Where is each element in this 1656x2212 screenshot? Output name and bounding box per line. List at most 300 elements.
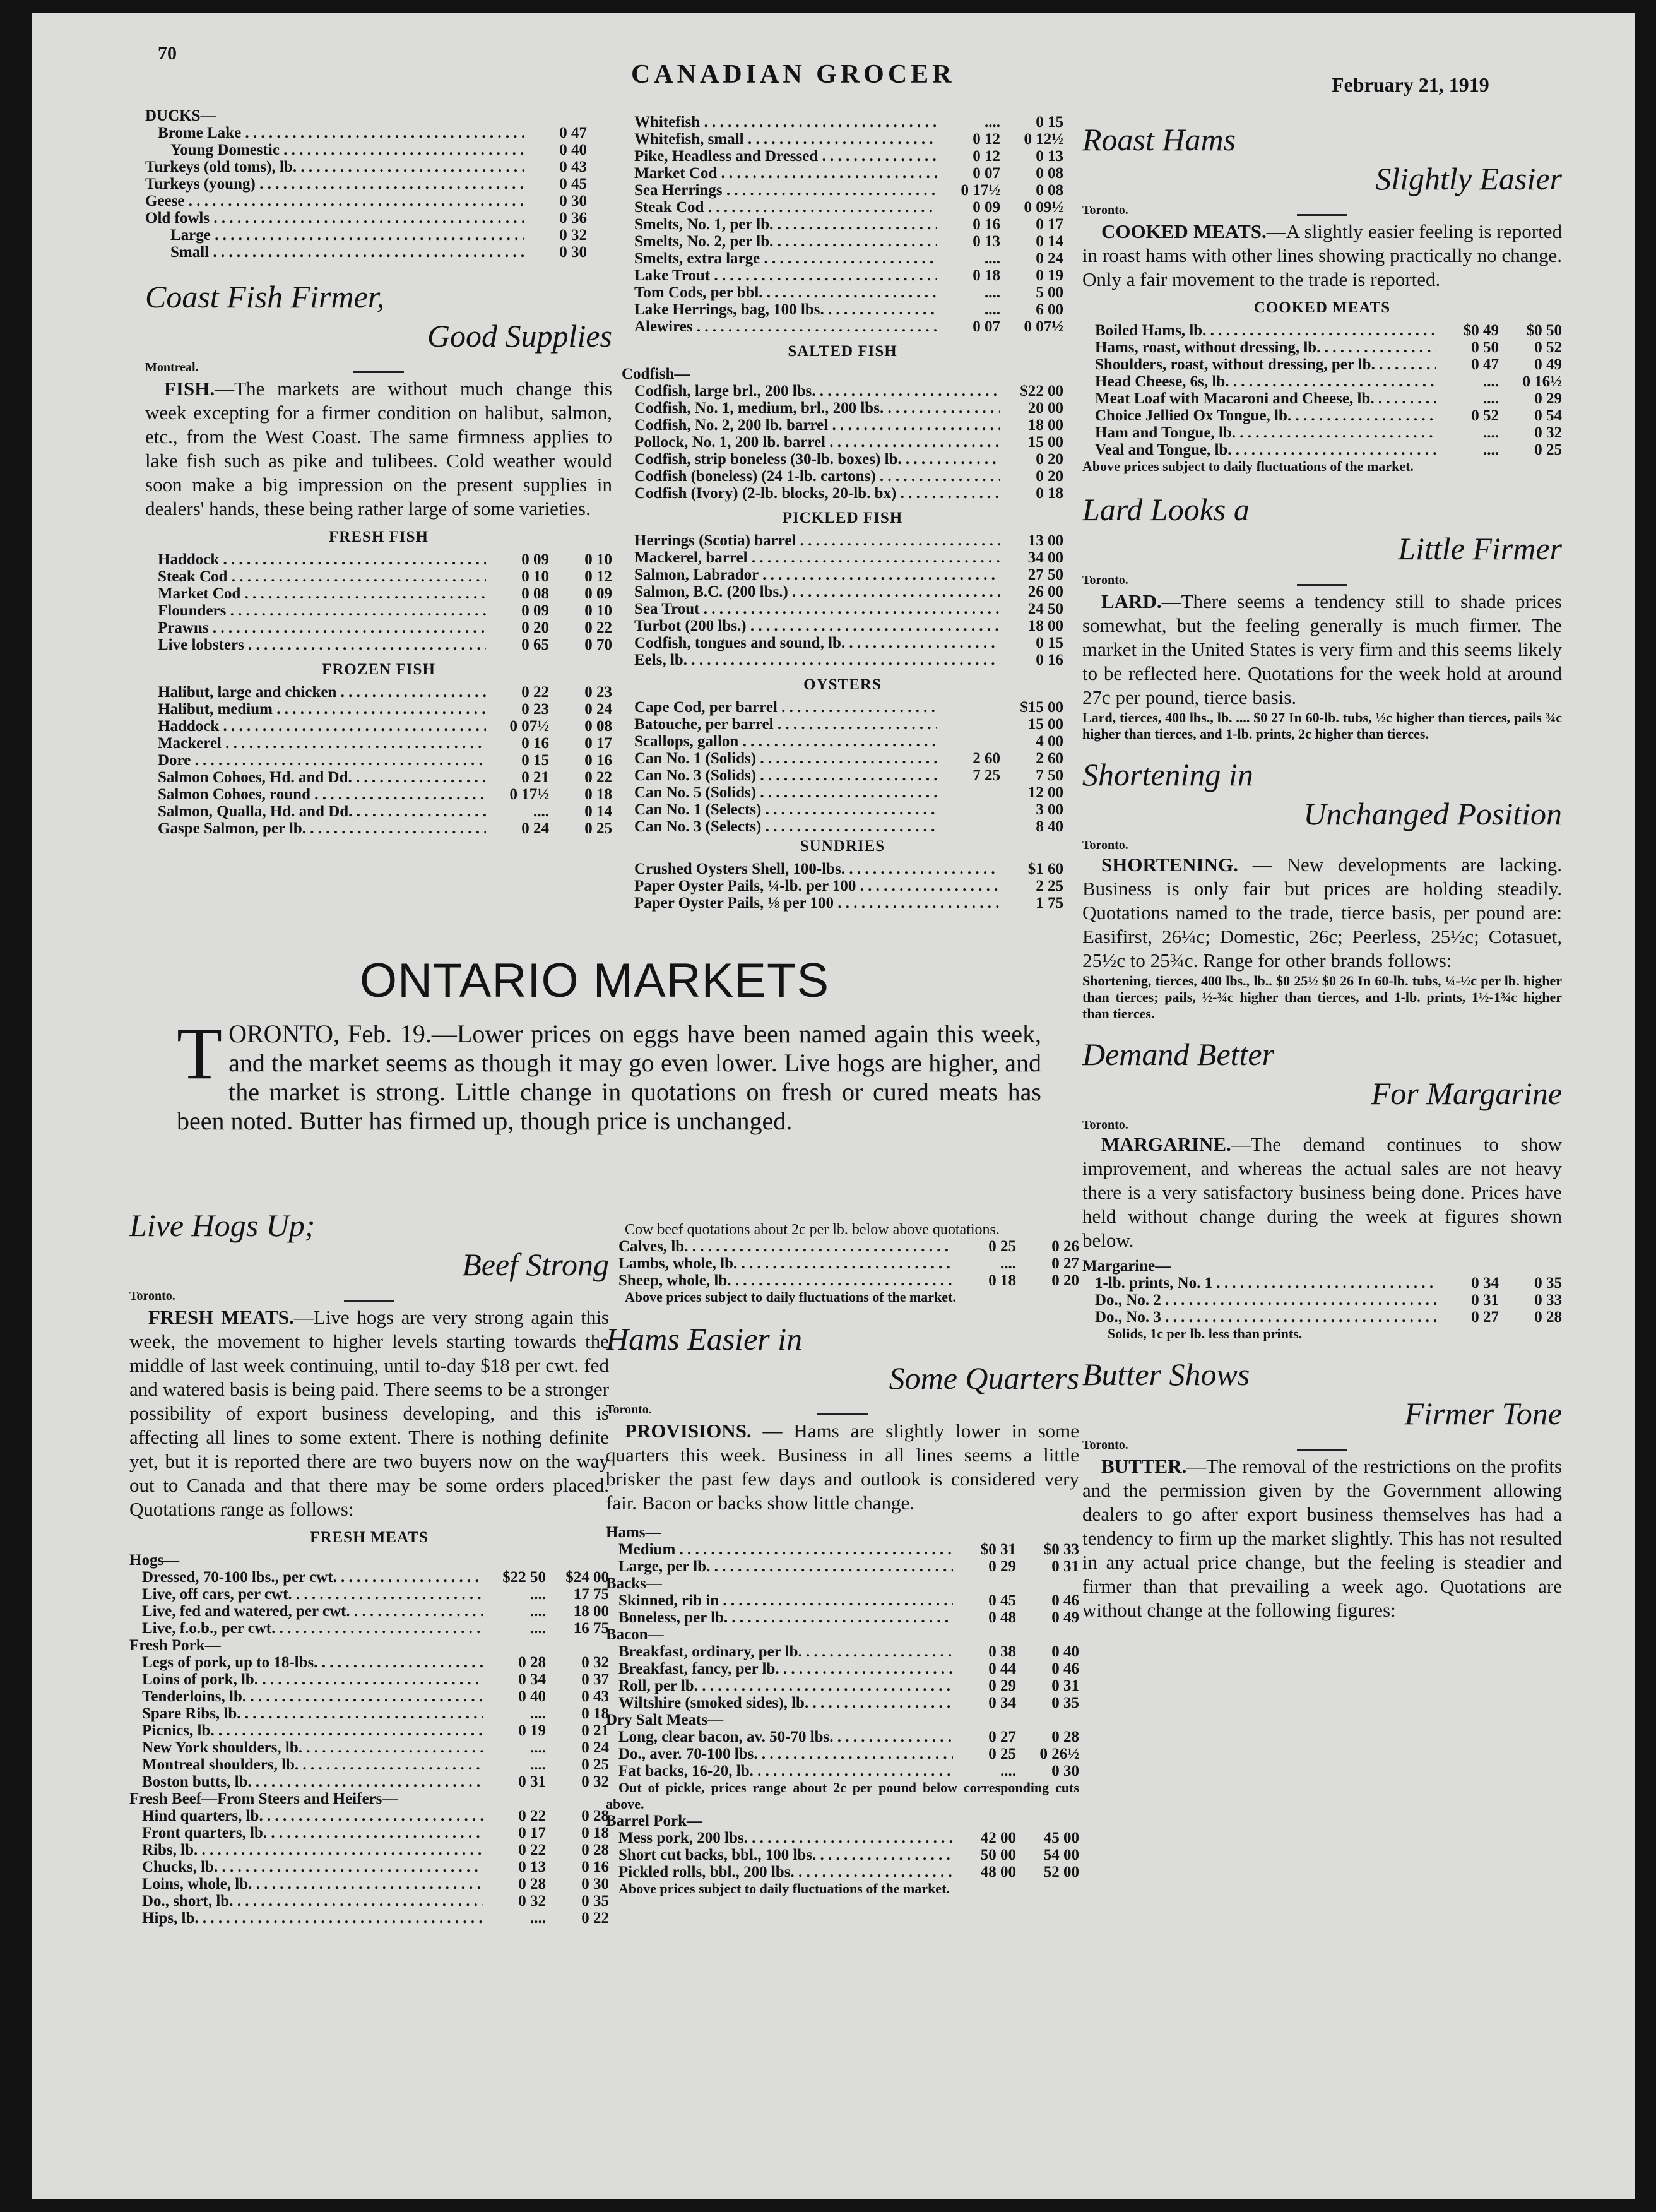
price-cell: 0 35 <box>1051 1694 1079 1711</box>
price-cell: 0 17½ <box>509 786 549 803</box>
provisions-table <box>606 1524 1079 1780</box>
salted-fish-table <box>622 366 1063 502</box>
margarine-table <box>1082 1258 1562 1326</box>
table-row <box>145 701 612 718</box>
table-row <box>622 434 1063 451</box>
price-cell: 0 30 <box>581 1876 609 1893</box>
live-hogs-headline <box>129 1206 609 1284</box>
table-row <box>129 1688 609 1705</box>
row-label: Hogs— <box>129 1552 180 1569</box>
price-cell: 0 29 <box>988 1558 1016 1575</box>
table-group-heading: Codfish— <box>622 366 690 383</box>
roast-hams-body <box>1082 220 1562 292</box>
price-cell: 0 34 <box>1471 1275 1499 1292</box>
price-cell: 0 18 <box>581 1705 609 1722</box>
row-label: Fresh Pork— <box>129 1637 221 1654</box>
divider <box>817 1413 868 1415</box>
body-text: —The removal of the restrictions on the profits and the permission given by the Government allowing dealers to go after export business themselves has had a tendency to firm up the market slightly. This has not resulted in any actual price change, but the feeling is steadier and firmer than that prevailing a week ago. Quotations are without change at the following figures: <box>1082 1455 1562 1621</box>
price-cell: 0 22 <box>584 619 612 636</box>
fresh-meats-table <box>129 1552 609 1927</box>
price-cell: 0 08 <box>521 585 549 602</box>
row-label: Prawns . . . <box>145 619 486 636</box>
price-cell: 0 52 <box>1471 407 1499 424</box>
row-label: Can No. 1 (Selects) . . . <box>622 801 937 818</box>
pickled-fish-title: PICKLED FISH <box>782 509 903 526</box>
table-row <box>129 1722 609 1739</box>
price-cell <box>937 716 1000 733</box>
row-label: Do., No. 2 . . . <box>1082 1292 1436 1309</box>
table-row <box>145 803 612 820</box>
row-label: Steak Cod . . . <box>145 568 486 585</box>
frozen-fish-table <box>145 684 612 837</box>
lead-word: SHORTENING. <box>1101 853 1238 876</box>
row-label: Lake Trout . . . <box>622 267 937 284</box>
table-row <box>1082 356 1562 373</box>
price-cell: 0 27 <box>1051 1255 1079 1272</box>
row-label: Dore . . . <box>145 752 486 769</box>
price-cell: .... <box>530 1620 546 1637</box>
ontario-markets-intro <box>177 1012 1041 1136</box>
price-cell: 0 33 <box>1534 1292 1562 1309</box>
table-group-heading <box>606 1575 1079 1592</box>
row-label: Smelts, extra large . . . <box>622 250 937 267</box>
coast-fish-body <box>145 377 612 521</box>
price-cell: 0 54 <box>1534 407 1562 424</box>
price-cell: 0 16 <box>973 216 1000 233</box>
price-cell: $0 33 <box>1043 1541 1079 1558</box>
row-label: Salmon Cohoes, Hd. and Dd. . . . <box>145 769 486 786</box>
butter-headline <box>1082 1355 1562 1433</box>
row-label: Pike, Headless and Dressed . . . <box>622 148 937 165</box>
sundries-table <box>622 860 1063 912</box>
shortening-body <box>1082 853 1562 973</box>
price-cell: 15 00 <box>1027 716 1063 733</box>
price-cell: 0 43 <box>559 158 587 175</box>
row-label: Mackerel, barrel . . . <box>622 549 1000 566</box>
middle-column-top <box>622 114 1063 953</box>
price-cell <box>953 1812 1016 1829</box>
table-row <box>129 1893 609 1910</box>
price-cell: 0 28 <box>1534 1309 1562 1326</box>
table-row <box>606 1745 1079 1763</box>
price-cell: 0 28 <box>518 1876 546 1893</box>
table-row <box>145 602 612 619</box>
price-cell: 0 12 <box>973 131 1000 148</box>
row-label: Smelts, No. 1, per lb. . . . <box>622 216 937 233</box>
dateline: Toronto. <box>1082 573 1128 587</box>
row-label: Can No. 1 (Solids) . . . <box>622 750 937 767</box>
row-label: Market Cod . . . <box>622 165 937 182</box>
sundries-title: SUNDRIES <box>800 838 885 855</box>
table-row <box>622 651 1063 669</box>
row-label: Short cut backs, bbl., 100 lbs. . . . <box>606 1846 953 1864</box>
table-group-heading <box>129 1637 609 1654</box>
table-row <box>129 1824 609 1841</box>
price-cell: 0 30 <box>1051 1763 1079 1780</box>
price-cell: 0 38 <box>988 1643 1016 1660</box>
row-label: Smelts, No. 2, per lb. . . . <box>622 233 937 250</box>
row-label: Salmon, Qualla, Hd. and Dd. . . . <box>145 803 486 820</box>
row-label: Haddock . . . <box>145 551 486 568</box>
price-cell: 0 22 <box>521 684 549 701</box>
row-label: Codfish, No. 1, medium, brl., 200 lbs. . . . <box>622 400 1000 417</box>
price-cell: 0 15 <box>1036 114 1063 131</box>
row-label: Boston butts, lb. . . . <box>129 1773 483 1790</box>
table-row <box>622 860 1063 877</box>
lead-word: FISH. <box>164 378 215 400</box>
table-row <box>1082 322 1562 339</box>
row-label: Fresh Beef—From Steers and Heifers— <box>129 1790 398 1807</box>
row-label: Eels, lb. . . . <box>622 651 1000 669</box>
table-row <box>145 551 612 568</box>
price-cell: 18 00 <box>1027 617 1063 634</box>
table-row <box>622 148 1063 165</box>
table-row <box>1082 1292 1562 1309</box>
live-hogs-body <box>129 1305 609 1521</box>
row-label: Tenderloins, lb. . . . <box>129 1688 483 1705</box>
headline-line-2: Good Supplies <box>427 318 612 354</box>
price-cell: 7 25 <box>973 767 1000 784</box>
price-cell: 0 23 <box>521 701 549 718</box>
table-row <box>622 165 1063 182</box>
price-cell: .... <box>533 803 549 820</box>
table-row <box>129 1654 609 1671</box>
row-label: Wiltshire (smoked sides), lb. . . . <box>606 1694 953 1711</box>
price-cell <box>953 1524 1016 1541</box>
row-label: Backs— <box>606 1575 662 1592</box>
price-cell: 0 29 <box>1534 390 1562 407</box>
divider <box>1297 1449 1347 1451</box>
row-label: Codfish (Ivory) (2-lb. blocks, 20-lb. bx) . . . <box>622 485 1000 502</box>
dateline: Toronto. <box>1082 1438 1128 1452</box>
row-label: Gaspe Salmon, per lb. . . . <box>145 820 486 837</box>
table-row <box>622 400 1063 417</box>
price-cell: 0 24 <box>584 701 612 718</box>
shortening-headline <box>1082 755 1562 833</box>
barrel-pork-table <box>606 1812 1079 1881</box>
price-cell: 8 40 <box>1036 818 1063 835</box>
price-cell: $0 50 <box>1526 322 1562 339</box>
price-cell: 0 10 <box>584 551 612 568</box>
price-cell: 0 30 <box>559 193 587 210</box>
lard-note: Lard, tierces, 400 lbs., lb. .... $0 27 In 60-lb. tubs, ½c higher than tierces, pails ¾c higher than tierces, and 1-lb. prints, 2c higher than tierces. <box>1082 710 1562 742</box>
table-row <box>145 193 587 210</box>
table-row <box>1082 1309 1562 1326</box>
fresh-meats-title: FRESH MEATS <box>310 1529 429 1546</box>
margarine-body <box>1082 1133 1562 1252</box>
price-cell: 16 75 <box>573 1620 609 1637</box>
price-cell: 0 65 <box>521 636 549 653</box>
row-label: Old fowls . . . <box>145 210 524 227</box>
headline-line-2: Some Quarters <box>889 1360 1079 1396</box>
lard-body <box>1082 590 1562 710</box>
hams-easier-headline <box>606 1319 1079 1398</box>
price-cell: 0 27 <box>988 1728 1016 1745</box>
price-cell: 0 25 <box>584 820 612 837</box>
price-cell: 45 00 <box>1043 1829 1079 1846</box>
headline-line-1: Coast Fish Firmer, <box>145 279 385 314</box>
price-cell: 0 18 <box>581 1824 609 1841</box>
masthead-title: CANADIAN GROCER <box>631 60 955 89</box>
table-row <box>622 532 1063 549</box>
table-row <box>622 767 1063 784</box>
row-label: Pickled rolls, bbl., 200 lbs. . . . <box>606 1864 953 1881</box>
price-cell: 48 00 <box>980 1864 1016 1881</box>
price-cell <box>546 1637 609 1654</box>
cooked-meats-title: COOKED MEATS <box>1253 299 1391 316</box>
price-cell <box>483 1552 546 1569</box>
table-row <box>606 1238 1079 1255</box>
price-cell: 27 50 <box>1027 566 1063 583</box>
price-cell <box>546 1790 609 1807</box>
table-row <box>129 1807 609 1824</box>
row-label: Halibut, large and chicken . . . <box>145 684 486 701</box>
table-row <box>622 801 1063 818</box>
table-row <box>622 233 1063 250</box>
body-text: —There seems a tendency still to shade prices somewhat, but the feeling generally is much firmer. The market in the United States is very firm and this seems likely to be reflected here. Quotations for the week hold at around 27c per pound, tierce basis. <box>1082 590 1562 708</box>
table-group-heading: Margarine— <box>1082 1258 1171 1275</box>
table-row <box>622 216 1063 233</box>
price-cell: 0 14 <box>584 803 612 820</box>
price-cell: 0 32 <box>581 1773 609 1790</box>
table-group-heading <box>606 1626 1079 1643</box>
price-cell: 0 19 <box>518 1722 546 1739</box>
row-label: Can No. 5 (Solids) . . . <box>622 784 937 801</box>
price-cell <box>937 733 1000 750</box>
table-row <box>622 468 1063 485</box>
right-column <box>1082 120 1562 2153</box>
row-label: Can No. 3 (Solids) . . . <box>622 767 937 784</box>
lead-word: MARGARINE. <box>1101 1133 1231 1155</box>
body-text: —Live hogs are very strong again this week, the movement to higher levels starting towards the middle of last week continuing, until to-day $18 per cwt. fed and watered basis is being paid. There seems to be a stronger possibility of export business developing, and this is affecting all lines to some extent. There is nothing definite yet, but it is reported there are two buyers now on the way out to Canada and that there may be some orders placed. Quotations range as follows: <box>129 1306 609 1520</box>
headline-line-2: For Margarine <box>1371 1076 1562 1111</box>
table-row <box>622 750 1063 767</box>
price-cell: .... <box>985 250 1000 267</box>
row-label: Dressed, 70-100 lbs., per cwt. . . . <box>129 1569 483 1586</box>
table-row <box>129 1603 609 1620</box>
margarine-note: Solids, 1c per lb. less than prints. <box>1108 1326 1303 1341</box>
table-row <box>145 175 587 193</box>
row-label: Lambs, whole, lb. . . . <box>606 1255 953 1272</box>
row-label: Herrings (Scotia) barrel . . . <box>622 532 1000 549</box>
table-row <box>606 1643 1079 1660</box>
table-row <box>622 566 1063 583</box>
provisions-note: Above prices subject to daily fluctuations of the market. <box>618 1881 950 1896</box>
cow-beef-intro: Cow beef quotations about 2c per lb. below above quotations. <box>625 1222 1000 1238</box>
price-cell: .... <box>530 1603 546 1620</box>
table-row <box>129 1739 609 1756</box>
table-row <box>622 784 1063 801</box>
table-row <box>622 699 1063 716</box>
row-label: Ham and Tongue, lb. . . . <box>1082 424 1436 441</box>
row-label: Cape Cod, per barrel . . . <box>622 699 937 716</box>
price-cell: 0 52 <box>1534 339 1562 356</box>
row-label: Hind quarters, lb. . . . <box>129 1807 483 1824</box>
row-label: Lake Herrings, bag, 100 lbs. . . . <box>622 301 937 318</box>
price-cell: $15 00 <box>1020 699 1063 716</box>
price-cell: .... <box>530 1910 546 1927</box>
row-label: Ribs, lb. . . . <box>129 1841 483 1858</box>
price-cell: 17 75 <box>573 1586 609 1603</box>
table-row <box>606 1272 1079 1289</box>
price-cell: $22 50 <box>502 1569 546 1586</box>
price-cell: 0 20 <box>1036 451 1063 468</box>
price-cell: 0 18 <box>1036 485 1063 502</box>
price-cell: 0 46 <box>1051 1660 1079 1677</box>
price-cell <box>483 1637 546 1654</box>
price-cell: 26 00 <box>1027 583 1063 600</box>
row-label: Salmon, B.C. (200 lbs.) . . . <box>622 583 1000 600</box>
price-cell: 18 00 <box>573 1603 609 1620</box>
row-label: Tom Cods, per bbl. . . . <box>622 284 937 301</box>
price-cell: .... <box>1483 441 1499 458</box>
row-label: Codfish (boneless) (24 1-lb. cartons) . . . <box>622 468 1000 485</box>
table-row <box>622 583 1063 600</box>
price-cell: .... <box>530 1705 546 1722</box>
table-row <box>606 1558 1079 1575</box>
table-row <box>606 1728 1079 1745</box>
price-cell <box>937 801 1000 818</box>
price-cell: 0 20 <box>1036 468 1063 485</box>
price-cell: 0 34 <box>518 1671 546 1688</box>
price-cell: 0 14 <box>1036 233 1063 250</box>
price-cell: 0 22 <box>581 1910 609 1927</box>
price-cell: 0 40 <box>559 141 587 158</box>
price-cell <box>937 818 1000 835</box>
table-row <box>622 818 1063 835</box>
price-cell: .... <box>530 1756 546 1773</box>
price-cell: 0 31 <box>518 1773 546 1790</box>
row-label: Mess pork, 200 lbs. . . . <box>606 1829 953 1846</box>
table-row <box>622 549 1063 566</box>
table-row <box>129 1705 609 1722</box>
dateline: Montreal. <box>145 360 199 374</box>
price-cell: 0 19 <box>1036 267 1063 284</box>
row-label: Veal and Tongue, lb. . . . <box>1082 441 1436 458</box>
middle-column-bottom <box>606 1222 1079 2156</box>
coast-fish-headline <box>145 277 612 355</box>
table-row <box>622 131 1063 148</box>
price-cell: 7 50 <box>1036 767 1063 784</box>
price-cell: 0 32 <box>581 1654 609 1671</box>
row-label: Halibut, medium . . . <box>145 701 486 718</box>
row-label: Codfish, large brl., 200 lbs. . . . <box>622 383 1000 400</box>
table-row <box>606 1609 1079 1626</box>
row-label: Small . . . <box>145 244 524 261</box>
table-row <box>145 735 612 752</box>
lead-word: COOKED MEATS. <box>1101 220 1267 242</box>
price-cell: 0 12 <box>973 148 1000 165</box>
row-label: Do., short, lb. . . . <box>129 1893 483 1910</box>
price-cell: 0 16 <box>521 735 549 752</box>
row-label: Skinned, rib in . . . <box>606 1592 953 1609</box>
price-cell <box>953 1711 1016 1728</box>
table-row <box>622 250 1063 267</box>
price-cell <box>953 1575 1016 1592</box>
table-row <box>622 199 1063 216</box>
table-row <box>145 684 612 701</box>
row-label: Dry Salt Meats— <box>606 1711 724 1728</box>
table-row <box>622 318 1063 335</box>
row-label: Codfish, tongues and sound, lb. . . . <box>622 634 1000 651</box>
table-row <box>129 1858 609 1876</box>
price-cell: 0 09 <box>973 199 1000 216</box>
price-cell: 0 21 <box>581 1722 609 1739</box>
price-cell <box>1016 1575 1079 1592</box>
row-label: Long, clear bacon, av. 50-70 lbs. . . . <box>606 1728 953 1745</box>
price-cell: 0 07½ <box>509 718 549 735</box>
table-row <box>129 1876 609 1893</box>
row-label: Flounders . . . <box>145 602 486 619</box>
price-note: Above prices subject to daily fluctuations of the market. <box>1082 458 1414 474</box>
lead-word: FRESH MEATS. <box>148 1306 294 1328</box>
row-label: 1-lb. prints, No. 1 . . . <box>1082 1275 1436 1292</box>
price-cell: 0 15 <box>1036 634 1063 651</box>
price-cell: 2 60 <box>1036 750 1063 767</box>
table-row <box>129 1569 609 1586</box>
price-cell: 0 32 <box>1534 424 1562 441</box>
table-group-heading <box>129 1552 609 1569</box>
price-cell: 0 08 <box>584 718 612 735</box>
row-label: Paper Oyster Pails, ¼-lb. per 100 . . . <box>622 877 1000 895</box>
price-cell: 54 00 <box>1043 1846 1079 1864</box>
body-text: — Hams are slightly lower in some quarters this week. Business in all lines seems a little brisker the past few days and outlook is considered very fair. Bacon or backs show little change. <box>606 1420 1079 1514</box>
margarine-headline <box>1082 1035 1562 1113</box>
price-cell: 0 32 <box>518 1893 546 1910</box>
dateline: Toronto. <box>1082 203 1128 217</box>
row-label: Live, off cars, per cwt. . . . <box>129 1586 483 1603</box>
lead-word: LARD. <box>1101 590 1162 612</box>
table-row <box>606 1694 1079 1711</box>
price-cell: 0 24 <box>581 1739 609 1756</box>
price-cell: 0 35 <box>581 1893 609 1910</box>
hams-easier-body <box>606 1419 1079 1515</box>
headline-line-2: Firmer Tone <box>1404 1396 1562 1431</box>
dateline: Toronto. <box>1082 1118 1128 1132</box>
price-cell <box>1016 1626 1079 1643</box>
table-row <box>606 1864 1079 1881</box>
butter-body <box>1082 1454 1562 1622</box>
row-label: Turkeys (old toms), lb. . . . <box>145 158 524 175</box>
shortening-note: Shortening, tierces, 400 lbs., lb.. $0 25½ $0 26 In 60-lb. tubs, ¼-½c per lb. higher than tierces; pails, ½-¾c higher than tierces, and 1-lb. prints, 1½-1¾c higher than tierces. <box>1082 973 1562 1021</box>
row-label: Turkeys (young) . . . <box>145 175 524 193</box>
divider <box>353 371 404 373</box>
price-cell: 0 70 <box>584 636 612 653</box>
price-cell: .... <box>1000 1763 1016 1780</box>
table-row <box>1082 373 1562 390</box>
price-cell: 0 40 <box>1051 1643 1079 1660</box>
table-row <box>1082 390 1562 407</box>
price-cell <box>483 1790 546 1807</box>
price-cell: 6 00 <box>1036 301 1063 318</box>
table-row <box>622 617 1063 634</box>
price-cell: 0 09 <box>521 602 549 619</box>
price-cell: 0 28 <box>518 1654 546 1671</box>
row-label: Turbot (200 lbs.) . . . <box>622 617 1000 634</box>
price-cell: 12 00 <box>1027 784 1063 801</box>
cow-beef-note: Above prices subject to daily fluctuations of the market. <box>625 1289 956 1305</box>
price-cell <box>937 784 1000 801</box>
table-row <box>145 636 612 653</box>
row-label: Loins of pork, lb. . . . <box>129 1671 483 1688</box>
table-row <box>622 485 1063 502</box>
table-row <box>606 1541 1079 1558</box>
price-cell: 0 16 <box>584 752 612 769</box>
table-row <box>145 158 587 175</box>
table-row <box>622 634 1063 651</box>
table-row <box>606 1829 1079 1846</box>
body-text: — New developments are lacking. Business is only fair but prices are holding steadily. Quotations named to the trade, tierce basis, per pound are: Easifirst, 26¼c; Domestic, 26c; Peerless, 25½c; Cotasuet, 25½c to 25¾c. Range for other brands follows: <box>1082 853 1562 972</box>
